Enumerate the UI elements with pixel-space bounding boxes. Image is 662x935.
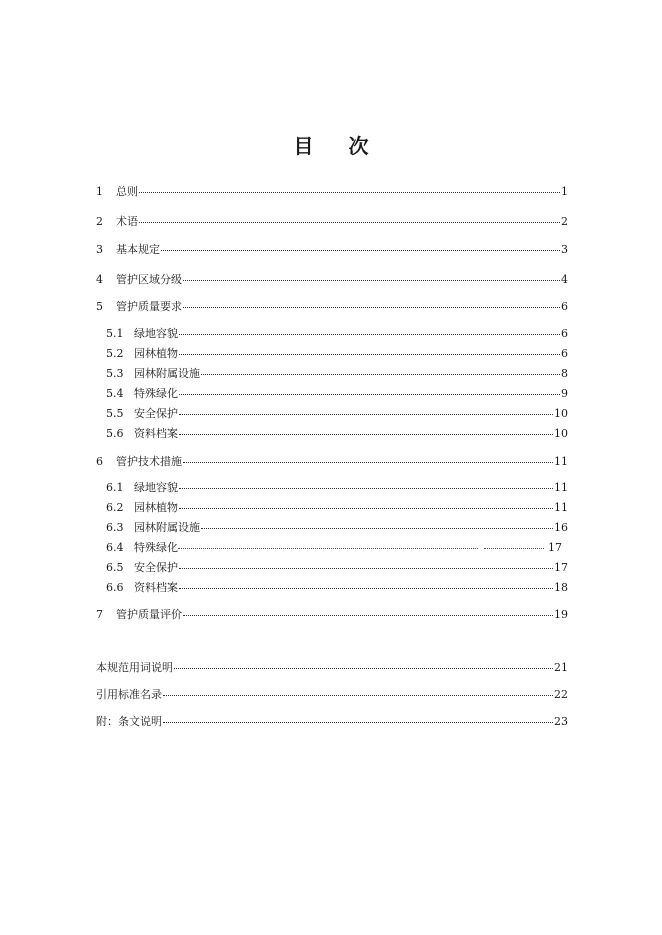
toc-subentry bbox=[106, 561, 568, 575]
entry-label: 引用标准名录 bbox=[96, 688, 162, 701]
toc-subentry bbox=[106, 367, 568, 381]
leader-dots bbox=[139, 222, 560, 223]
entry-page: 11 bbox=[554, 501, 568, 514]
leader-dots bbox=[179, 588, 553, 589]
entry-number: 4 bbox=[96, 273, 103, 286]
toc-entry bbox=[96, 273, 568, 287]
toc-entry bbox=[96, 215, 568, 229]
toc-entry bbox=[96, 185, 568, 199]
leader-dots bbox=[201, 374, 560, 375]
entry-number: 6 bbox=[96, 455, 103, 468]
entry-page: 11 bbox=[554, 481, 568, 494]
entry-page: 3 bbox=[561, 243, 568, 256]
entry-label: 管护质量评价 bbox=[116, 608, 182, 621]
toc-subentry bbox=[106, 541, 562, 555]
toc-entry bbox=[96, 608, 568, 622]
entry-number: 6.4 bbox=[106, 541, 124, 554]
toc-appendix-entry bbox=[96, 661, 568, 675]
entry-page: 4 bbox=[561, 273, 568, 286]
leader-dots bbox=[179, 508, 553, 509]
leader-dots bbox=[183, 462, 553, 463]
entry-number: 7 bbox=[96, 608, 103, 621]
entry-number: 6.2 bbox=[106, 501, 124, 514]
toc-entry bbox=[96, 243, 568, 257]
leader-dots bbox=[201, 528, 553, 529]
toc-subentry bbox=[106, 427, 568, 441]
entry-label: 管护区域分级 bbox=[116, 273, 182, 286]
leader-dots bbox=[163, 695, 553, 696]
toc-subentry bbox=[106, 481, 568, 495]
toc-subentry bbox=[106, 407, 568, 421]
entry-page: 11 bbox=[554, 455, 568, 468]
leader-dots bbox=[161, 250, 560, 251]
toc-subentry bbox=[106, 521, 568, 535]
entry-page: 22 bbox=[554, 688, 568, 701]
entry-label: 园林附属设施 bbox=[134, 367, 200, 380]
entry-page: 10 bbox=[554, 427, 568, 440]
toc-subentry bbox=[106, 327, 568, 341]
entry-number: 6.1 bbox=[106, 481, 124, 494]
entry-label: 管护技术措施 bbox=[116, 455, 182, 468]
entry-page: 17 bbox=[554, 561, 568, 574]
entry-page: 1 bbox=[561, 185, 568, 198]
toc-subentry bbox=[106, 581, 568, 595]
leader-dots bbox=[179, 354, 560, 355]
toc-appendix-entry bbox=[96, 715, 568, 729]
entry-label: 本规范用词说明 bbox=[96, 661, 173, 674]
entry-label: 术语 bbox=[116, 215, 138, 228]
entry-number: 5.4 bbox=[106, 387, 124, 400]
entry-number: 5 bbox=[96, 300, 103, 313]
leader-dots bbox=[179, 334, 560, 335]
leader-dots bbox=[183, 280, 560, 281]
leader-dots bbox=[179, 488, 553, 489]
entry-page: 18 bbox=[554, 581, 568, 594]
entry-label: 特殊绿化 bbox=[134, 387, 178, 400]
leader-dots bbox=[179, 434, 553, 435]
leader-dots bbox=[183, 615, 553, 616]
entry-number: 6.5 bbox=[106, 561, 124, 574]
entry-label: 总则 bbox=[116, 185, 138, 198]
entry-page: 2 bbox=[561, 215, 568, 228]
entry-page: 10 bbox=[554, 407, 568, 420]
entry-label: 资料档案 bbox=[134, 427, 178, 440]
toc-entry bbox=[96, 300, 568, 314]
entry-page: 21 bbox=[554, 661, 568, 674]
entry-number: 6.3 bbox=[106, 521, 124, 534]
entry-number: 5.1 bbox=[106, 327, 124, 340]
toc-title: 目 次 bbox=[293, 134, 383, 158]
entry-label: 资料档案 bbox=[134, 581, 178, 594]
entry-label: 安全保护 bbox=[134, 407, 178, 420]
toc-entry bbox=[96, 455, 568, 469]
entry-page: 8 bbox=[561, 367, 568, 380]
entry-page: 6 bbox=[561, 327, 568, 340]
entry-page: 6 bbox=[561, 347, 568, 360]
toc-appendix-entry bbox=[96, 688, 568, 702]
leader-dots bbox=[179, 414, 553, 415]
leader-dots bbox=[179, 394, 560, 395]
toc-subentry bbox=[106, 501, 568, 515]
entry-label: 安全保护 bbox=[134, 561, 178, 574]
entry-number: 1 bbox=[96, 185, 103, 198]
entry-label: 基本规定 bbox=[116, 243, 160, 256]
entry-number: 2 bbox=[96, 215, 103, 228]
entry-number: 5.6 bbox=[106, 427, 124, 440]
toc-subentry bbox=[106, 387, 568, 401]
entry-page: 19 bbox=[554, 608, 568, 621]
entry-number: 5.3 bbox=[106, 367, 124, 380]
entry-number: 5.2 bbox=[106, 347, 124, 360]
entry-label: 园林附属设施 bbox=[134, 521, 200, 534]
leader-dots bbox=[139, 192, 560, 193]
entry-label: 园林植物 bbox=[134, 501, 178, 514]
entry-number: 6.6 bbox=[106, 581, 124, 594]
entry-label: 管护质量要求 bbox=[116, 300, 182, 313]
entry-label: 附：条文说明 bbox=[96, 715, 162, 728]
entry-page: 16 bbox=[554, 521, 568, 534]
entry-page: 9 bbox=[561, 387, 568, 400]
entry-number: 5.5 bbox=[106, 407, 124, 420]
toc-subentry bbox=[106, 347, 568, 361]
leader-dots bbox=[163, 722, 553, 723]
leader-dots bbox=[179, 568, 553, 569]
entry-page: 6 bbox=[561, 300, 568, 313]
entry-number: 3 bbox=[96, 243, 103, 256]
entry-label: 特殊绿化 bbox=[134, 541, 178, 554]
entry-label: 园林植物 bbox=[134, 347, 178, 360]
leader-dots-segment bbox=[178, 548, 478, 549]
entry-page: 17 bbox=[548, 541, 562, 554]
entry-page: 23 bbox=[554, 715, 568, 728]
entry-label: 绿地容貌 bbox=[134, 481, 178, 494]
leader-dots bbox=[178, 550, 548, 551]
leader-dots bbox=[174, 668, 553, 669]
entry-label: 绿地容貌 bbox=[134, 327, 178, 340]
leader-dots bbox=[183, 307, 560, 308]
leader-dots-segment bbox=[484, 548, 544, 549]
